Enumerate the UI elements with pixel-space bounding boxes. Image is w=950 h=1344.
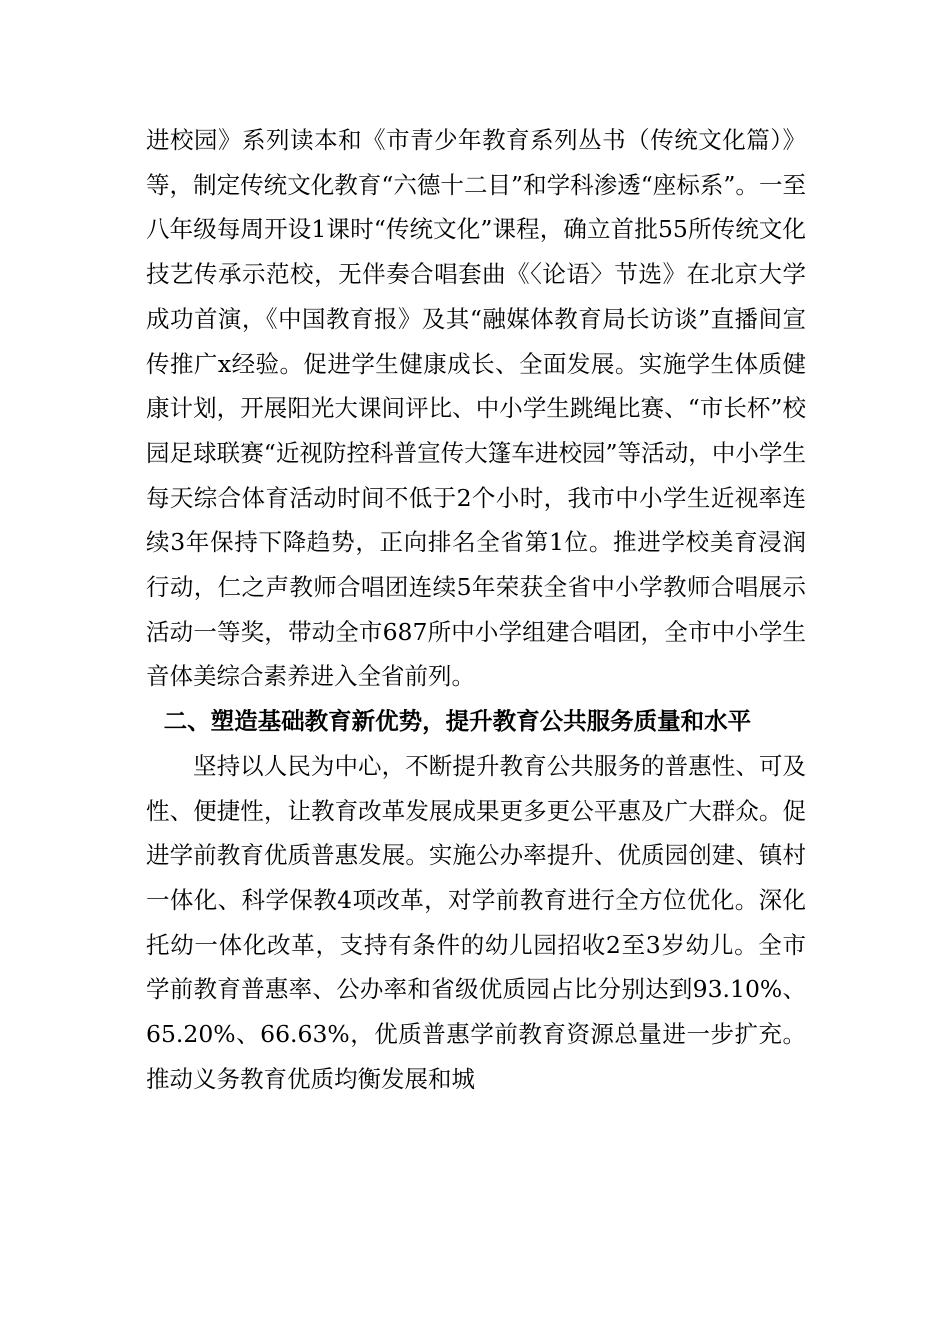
section-heading-basic-education: 二、塑造基础教育新优势，提升教育公共服务质量和水平 — [163, 707, 752, 736]
paragraph-traditional-culture-and-health: 进校园》系列读本和《市青少年教育系列丛书（传统文化篇）》等，制定传统文化教育“六德十二目”和学科渗透“座标系”。一至八年级每周开设1课时“传统文化”课程，确立首批55所传统文化技艺传承示范校，无伴奏合唱套曲《〈论语〉节选》在北京大学成功首演，《中国教育报》及其“融媒体教育局长访谈”直播间宣传推广x经验。促进学生健康成长、全面发展。实施学生体质健康计划，开展阳光大课间评比、中小学生跳绳比赛、“市长杯”校园足球联赛“近视防控科普宣传大篷车进校园”等活动，中小学生每天综合体育活动时间不低于2个小时，我市中小学生近视率连续3年保持下降趋势，正向排名全省第1位。推进学校美育浸润行动，仁之声教师合唱团连续5年荣获全省中小学教师合唱展示活动一等奖，带动全市687所中小学组建合唱团，全市中小学生音体美综合素养进入全省前列。 — [146, 126, 806, 691]
document-body — [146, 118, 806, 1101]
paragraph-public-service-quality: 坚持以人民为中心，不断提升教育公共服务的普惠性、可及性、便捷性，让教育改革发展成果更多更公平惠及广大群众。促进学前教育优质普惠发展。实施公办率提升、优质园创建、镇村一体化、科学保教4项改革，对学前教育进行全方位优化。深化托幼一体化改革，支持有条件的幼儿园招收2至3岁幼儿。全市学前教育普惠率、公办率和省级优质园占比分别达到93.10%、65.20%、66.63%，优质普惠学前教育资源总量进一步扩充。推动义务教育优质均衡发展和城 — [146, 751, 806, 1093]
